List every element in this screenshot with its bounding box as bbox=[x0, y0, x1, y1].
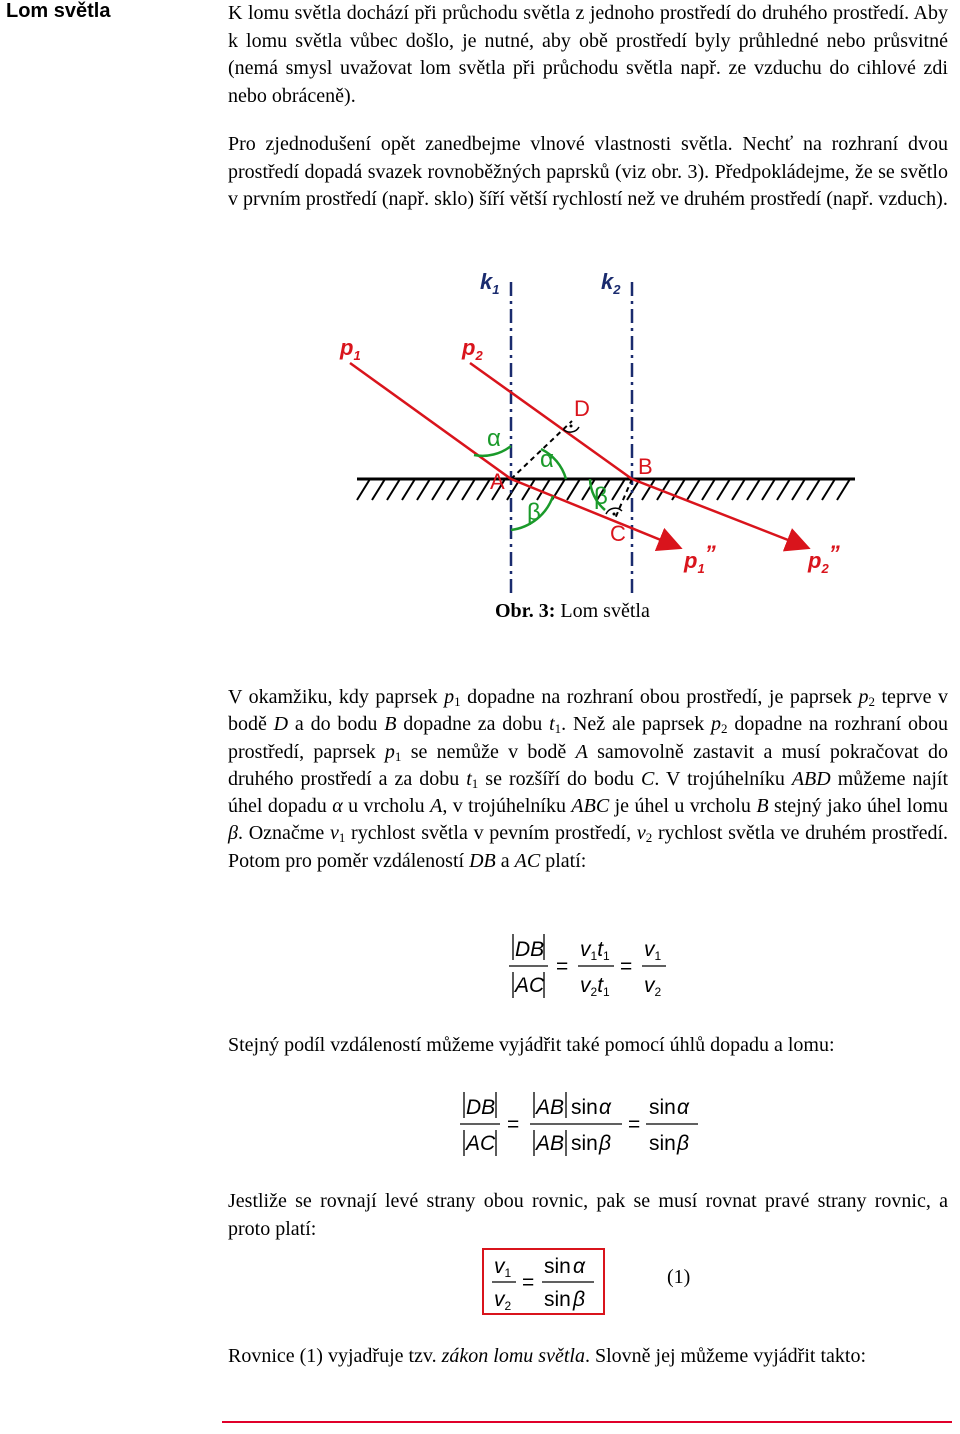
svg-text:AB: AB bbox=[536, 1096, 565, 1119]
svg-text:v1: v1 bbox=[644, 938, 662, 963]
svg-text:AB: AB bbox=[536, 1132, 565, 1155]
ray-p2-refracted bbox=[632, 479, 806, 547]
svg-text:β: β bbox=[599, 1132, 611, 1155]
label-beta-1: β bbox=[527, 499, 541, 526]
paragraph-intro: K lomu světla dochází při průchodu světla z jednoho prostředí do druhého prostředí. Aby k lomu světla vůbec došlo, je nutné, aby obě prostředí byly průhledné nebo průsvitné (nemá smysl uvažovat lom světla při průchodu světla např. ze vzduchu do cihlové zdi nebo obráceně). bbox=[228, 2, 948, 107]
svg-text:α: α bbox=[599, 1096, 611, 1119]
svg-text:sin: sin bbox=[544, 1288, 571, 1311]
svg-text:k2: $k_2$ bbox=[601, 269, 621, 297]
svg-text:p1: $p_1$ bbox=[340, 335, 361, 363]
label-D: D bbox=[574, 396, 590, 421]
svg-text:v2t1: v2t1 bbox=[580, 974, 610, 999]
equation-snell-law bbox=[482, 1248, 606, 1316]
paragraph-angles: Stejný podíl vzdáleností můžeme vyjádřit také pomocí úhlů dopadu a lomu: bbox=[228, 1034, 835, 1056]
svg-text:DB: DB bbox=[515, 938, 545, 961]
svg-text:sin: sin bbox=[649, 1132, 676, 1155]
svg-text:v2: v2 bbox=[494, 1288, 512, 1313]
label-alpha-1: α bbox=[487, 425, 501, 452]
svg-text:α: α bbox=[573, 1255, 585, 1278]
label-A: A bbox=[490, 469, 505, 494]
section-title: Lom světla bbox=[6, 0, 111, 22]
paragraph-derivation: V okamžiku, kdy paprsek $p_1$ dopadne na rozhraní obou prostředí, je paprsek $p_2$ teprve v bodě D a do bodu B dopadne za dobu $t_1$. Než ale paprsek $p_2$ dopadne na rozhraní obou prostředí, paprsek $p_1$ se nemůže v bodě A samovolně zastavit a musí pokračovat do druhého prostředí a za dobu $t_1$ se rozšíří do bodu C. V trojúhelníku ABD můžeme najít úhel dopadu α u vrcholu A, v trojúhelníku ABC je úhel u vrcholu B stejný jako úhel lomu β. Označme $v_1$ rychlost světla v pevním prostředí, $v_2$ rychlost světla ve druhém prostředí. Potom pro poměr vzdáleností DB a AC platí: bbox=[228, 686, 949, 872]
ray-p1-incident bbox=[350, 363, 511, 479]
svg-text:=: = bbox=[556, 955, 569, 978]
label-beta-2: β bbox=[594, 483, 608, 510]
label-p1-out: p bbox=[684, 548, 698, 573]
equation-number: (1) bbox=[667, 1266, 691, 1288]
label-C: C bbox=[610, 521, 626, 546]
svg-text:sin: sin bbox=[571, 1132, 598, 1155]
svg-text:=: = bbox=[522, 1271, 535, 1294]
svg-text:β: β bbox=[573, 1288, 585, 1311]
svg-text:p2”: $p_2$” bbox=[808, 541, 840, 576]
svg-text:DB: DB bbox=[466, 1096, 496, 1119]
svg-text:sin: sin bbox=[571, 1096, 598, 1119]
paragraph-simplification: Pro zjednodušení opět zanedbejme vlnové vlastnosti světla. Nechť na rozhraní dvou prostředí dopadá svazek rovnoběžných paprsků (viz obr. 3). Předpokládejme, že se světlo v prvním prostředí (např. sklo) šíří větší rychlostí než ve druhém prostředí (např. vzduch). bbox=[228, 133, 948, 210]
label-p1: p bbox=[340, 335, 354, 360]
paragraph-law: Rovnice (1) vyjadřuje tzv. zákon lomu světla. Slovně jej můžeme vyjádřit takto: bbox=[228, 1345, 866, 1367]
svg-text:p1”: $p_1$” bbox=[684, 541, 716, 576]
svg-text:sin: sin bbox=[544, 1255, 571, 1278]
refraction-figure bbox=[0, 0, 960, 600]
svg-text:α: α bbox=[677, 1096, 689, 1119]
label-p2: p bbox=[462, 335, 476, 360]
bottom-divider bbox=[222, 1421, 952, 1423]
svg-text:=: = bbox=[507, 1113, 520, 1136]
label-alpha-2: α bbox=[540, 446, 554, 473]
label-B: B bbox=[638, 454, 653, 479]
label-p2-out: p bbox=[808, 548, 822, 573]
svg-text:β: β bbox=[677, 1132, 689, 1155]
figure-caption: Obr. 3: Lom světla bbox=[495, 600, 650, 622]
svg-text:=: = bbox=[628, 1113, 641, 1136]
label-k1: k bbox=[480, 269, 493, 294]
svg-text:sin: sin bbox=[649, 1096, 676, 1119]
svg-text:k1: $k_1$ bbox=[480, 269, 500, 297]
svg-text:p2: $p_2$ bbox=[462, 335, 483, 363]
equation-ratio-sines bbox=[454, 1086, 704, 1162]
svg-text:v1: v1 bbox=[494, 1255, 512, 1280]
wavefront-BC bbox=[614, 479, 632, 521]
svg-text:=: = bbox=[620, 955, 633, 978]
svg-text:v2: v2 bbox=[644, 974, 662, 999]
svg-text:AC: AC bbox=[515, 974, 545, 997]
label-k2: k bbox=[601, 269, 614, 294]
equation-ratio-velocities bbox=[500, 928, 680, 1004]
paragraph-conclusion: Jestliže se rovnají levé strany obou rovnic, pak se musí rovnat pravé strany rovnic, a proto platí: bbox=[228, 1190, 948, 1240]
svg-text:v1t1: v1t1 bbox=[580, 938, 610, 963]
svg-text:AC: AC bbox=[466, 1132, 496, 1155]
